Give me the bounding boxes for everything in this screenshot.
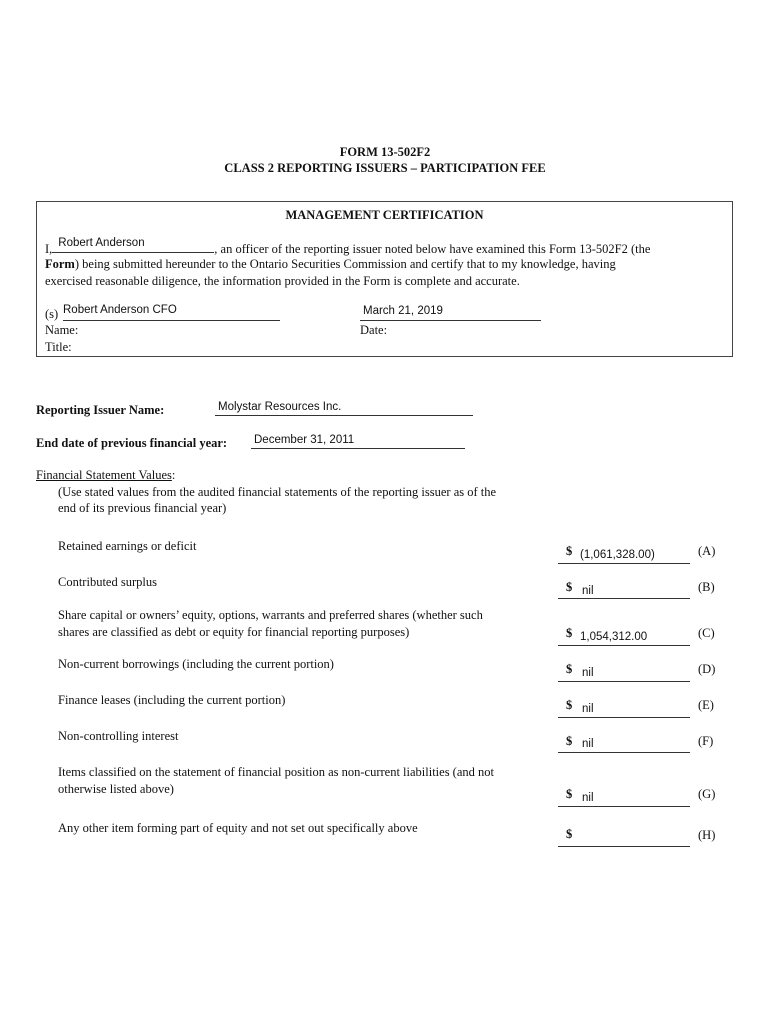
- currency-symbol: $: [566, 698, 573, 712]
- item-label: Non-current borrowings (including the current portion): [58, 657, 334, 671]
- item-label: otherwise listed above): [58, 782, 174, 796]
- line1-rest: , an officer of the reporting issuer noted below have examined this Form 13-502F2 (the: [214, 242, 651, 256]
- item-code: (G): [698, 787, 716, 801]
- item-value: nil: [582, 792, 594, 804]
- item-value-field[interactable]: [558, 717, 690, 718]
- line2-rest: ) being submitted hereunder to the Ontario Securities Commission and certify that to my knowledge, having: [74, 257, 616, 271]
- item-code: (A): [698, 544, 716, 558]
- currency-symbol: $: [566, 580, 573, 594]
- item-label: shares are classified as debt or equity for financial reporting purposes): [58, 625, 410, 639]
- item-value: (1,061,328.00): [580, 549, 655, 561]
- prefix-i: I,: [45, 242, 53, 256]
- currency-symbol: $: [566, 626, 573, 640]
- item-code: (H): [698, 828, 716, 842]
- end-date-value: December 31, 2011: [254, 434, 355, 446]
- item-value: nil: [582, 738, 594, 750]
- item-code: (E): [698, 698, 714, 712]
- officer-name-value: Robert Anderson: [58, 237, 145, 249]
- item-label: Retained earnings or deficit: [58, 539, 197, 553]
- certification-line-1: [45, 237, 651, 257]
- form-word: Form: [45, 257, 75, 271]
- date-label: Date:: [360, 323, 388, 337]
- date-value: March 21, 2019: [363, 305, 443, 317]
- certification-line-3: exercised reasonable diligence, the information provided in the Form is complete and accurate.: [45, 274, 520, 288]
- item-value-field[interactable]: [558, 806, 690, 807]
- issuer-name-field[interactable]: [215, 415, 473, 416]
- financial-heading-text: Financial Statement Values: [36, 468, 172, 482]
- currency-symbol: $: [566, 787, 573, 801]
- officer-name-field[interactable]: [52, 237, 214, 253]
- signature-field[interactable]: [63, 320, 280, 321]
- certification-heading: MANAGEMENT CERTIFICATION: [285, 208, 484, 222]
- item-label: Any other item forming part of equity and not set out specifically above: [58, 821, 418, 835]
- currency-symbol: $: [566, 544, 573, 558]
- title-label: Title:: [45, 340, 72, 354]
- name-label: Name:: [45, 323, 79, 337]
- end-date-label: End date of previous financial year:: [36, 436, 228, 450]
- item-value-field[interactable]: [558, 681, 690, 682]
- item-label: Finance leases (including the current portion): [58, 693, 286, 707]
- item-value-field[interactable]: [558, 645, 690, 646]
- item-code: (F): [698, 734, 714, 748]
- item-value-field[interactable]: [558, 563, 690, 564]
- financial-heading: [36, 468, 175, 483]
- item-code: (C): [698, 626, 715, 640]
- item-label: Contributed surplus: [58, 575, 157, 589]
- item-value-field[interactable]: [558, 598, 690, 599]
- item-value-field[interactable]: [558, 846, 690, 847]
- issuer-name-value: Molystar Resources Inc.: [218, 401, 342, 413]
- form-number: FORM 13-502F2: [339, 145, 431, 159]
- financial-heading-colon: :: [171, 468, 176, 482]
- financial-note-line-2: end of its previous financial year): [58, 501, 227, 515]
- item-label: Non-controlling interest: [58, 729, 179, 743]
- item-label: Share capital or owners’ equity, options, warrants and preferred shares (whether such: [58, 608, 483, 622]
- financial-note-line-1: (Use stated values from the audited financial statements of the reporting issuer as of the: [58, 485, 497, 499]
- issuer-name-label: Reporting Issuer Name:: [36, 403, 165, 417]
- signature-value: Robert Anderson CFO: [63, 304, 177, 316]
- item-code: (D): [698, 662, 716, 676]
- end-date-field[interactable]: [251, 448, 465, 449]
- item-value: nil: [582, 667, 594, 679]
- currency-symbol: $: [566, 734, 573, 748]
- form-title: CLASS 2 REPORTING ISSUERS – PARTICIPATION FEE: [224, 161, 546, 175]
- item-value: nil: [582, 585, 594, 597]
- item-label: Items classified on the statement of financial position as non-current liabilities (and not: [58, 765, 494, 779]
- certification-line-2: [45, 257, 616, 272]
- item-value: nil: [582, 703, 594, 715]
- item-value-field[interactable]: [558, 752, 690, 753]
- item-code: (B): [698, 580, 715, 594]
- signature-prefix: (s): [45, 307, 59, 321]
- currency-symbol: $: [566, 662, 573, 676]
- currency-symbol: $: [566, 827, 573, 841]
- item-value: 1,054,312.00: [580, 631, 648, 643]
- date-field[interactable]: [360, 320, 541, 321]
